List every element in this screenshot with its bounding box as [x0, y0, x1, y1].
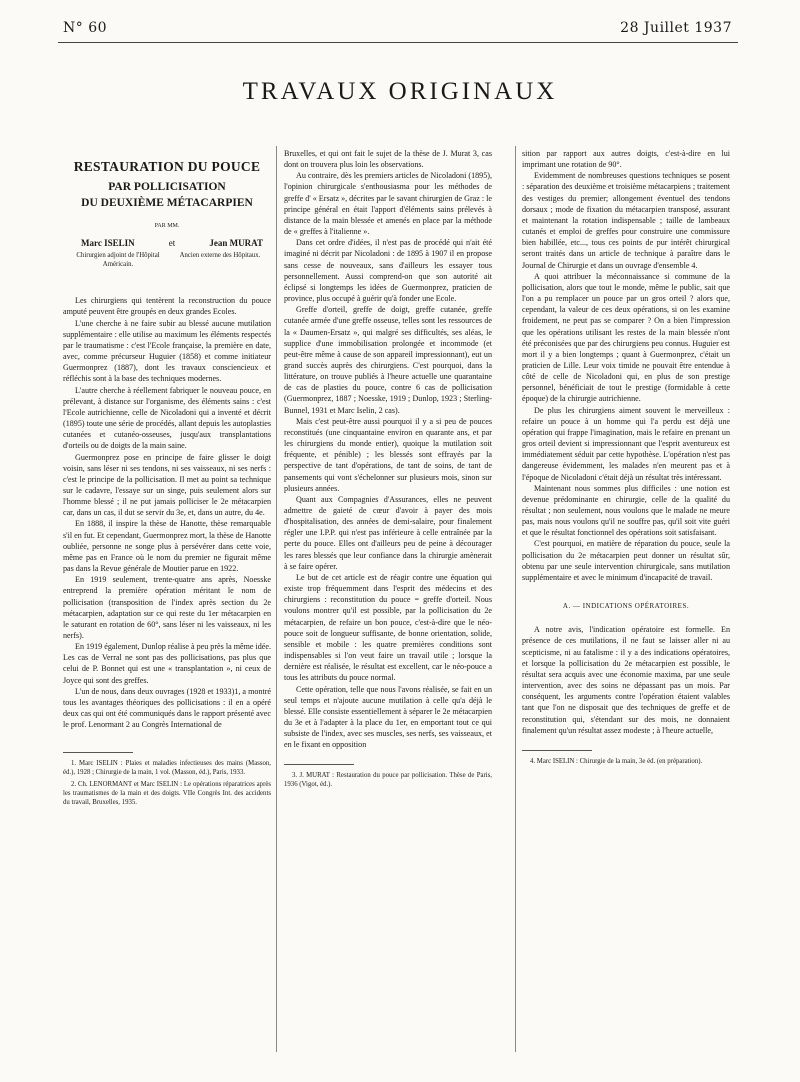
paragraph: Greffe d'orteil, greffe de doigt, greffe cutanée, greffe cutanée armée d'une greffe osseuse, telles sont les ressources de la « Daumen-Ersatz », qui malgré ses difficultés, ses aléas, le supplice d'une immobilisation prolongée et incommode (et peut-être même à cause de son appareil impressionnant), eut un grand succès auprès des chirurgiens. C'est pourquoi, dans la littérature, on trouve publiés à l'heure actuelle une quarantaine de cas de plasties du pouce, contre 6 cas de pollicisation (Guermonprez, 1887 ; Noesske, 1919 ; Dunlop, 1923 ; Sterling-Bunnel, 1931 et Marc Iselin, 2 cas).	[284, 305, 492, 415]
issue-date: 28 Juillet 1937	[620, 20, 732, 36]
footnote: 3. J. MURAT : Restauration du pouce par pollicisation. Thèse de Paris, 1936 (Vigot, éd.).	[284, 772, 492, 789]
footnote: 2. Ch. LENORMANT et Marc ISELIN : Le opérations réparatrices après les traumatismes de la main et des doigts. VIIe Congrès Int. des accidents du travail, Bruxelles, 1935.	[63, 781, 271, 807]
author-and: et	[168, 238, 176, 249]
affiliation-1: Chirurgien adjoint de l'Hôpital Américain.	[76, 252, 160, 269]
paragraph: De plus les chirurgiens aiment souvent le merveilleux : refaire un pouce à un homme qui l'a perdu est déjà une opération qui frappe l'imagination, mais le refaire en prenant un gros orteil devient si impressionnant que l'esprit aventureux est immédiatement séduit par cette hypothèse. L'opération n'est pas dangereuse évidemment, les malades n'en meurent pas et à l'époque de Nicoladoni c'était déjà un résultat très intéressant.	[522, 405, 730, 482]
paragraph: L'une cherche à ne faire subir au blessé aucune mutilation supplémentaire : elle utilise au maximum les éléments respectés par le traumatisme : c'est l'Ecole française, la première en date, avec, comme précurseur Huguier (1858) et comme initiateur Guermonprez (1887), dont les travaux consciencieux et réfléchis sont à la base des techniques modernes.	[63, 318, 271, 384]
paragraph: Cette opération, telle que nous l'avons réalisée, se fait en un seul temps et n'ajoute aucune mutilation à celle qu'a déjà le blessé. Elle consiste essentiellement à séparer le 2e métacarpien du 3e et à l'adapter à la place du 1er, en emportant tout ce qui subsiste de l'index, avec ses muscles, ses nerfs, ses vaisseaux, et en le fixant en opposition	[284, 684, 492, 750]
footnote-rule	[522, 750, 592, 751]
paragraph: En 1888, il inspire la thèse de Hanotte, thèse remarquable s'il en fut. Et cependant, Guermonprez mort, la thèse de Hanotte oubliée, personne ne songe plus à persévérer dans cette voie, même pas en France où le nom du premier ne figurait même pas dans la Revue générale de Moutier parue en 1922.	[63, 519, 271, 574]
affiliation-2: Ancien externe des Hôpitaux.	[179, 252, 261, 260]
authors	[63, 238, 271, 249]
footnote-rule	[63, 752, 133, 753]
column-1	[63, 158, 271, 810]
paragraph: Le but de cet article est de réagir contre une équation qui existe trop fréquemment dans l'esprit des médecins et des chirurgiens : reconstitution du pouce = greffe d'orteil. Nous voulons montrer qu'il est possible, par la pollicisation du 2e métacarpien, de refaire un bon pouce, c'est-à-dire que le néo-pouce soit de longueur suffisante, de bonne orientation, solide, sensible et mobile : les quatre premières conditions sont indispensables si l'on veut faire un travail utile ; lorsque la dernière est réalisée, le résultat est excellent, car le néo-pouce a tous les attributs du pouce normal.	[284, 572, 492, 683]
paragraph: Les chirurgiens qui tentèrent la reconstruction du pouce amputé peuvent être groupés en deux grandes Ecoles.	[63, 296, 271, 317]
paragraph: En 1919 seulement, trente-quatre ans après, Noesske entreprend la première opération méritant le nom de pollicisation (transposition de l'index après section du 2e métacarpien, adaptation sur ce qui reste du 1er métacarpien en le saturant en rotation de 60°, sans léser ni les vaisseaux, ni les nerfs).	[63, 575, 271, 640]
footnote: 1. Marc ISELIN : Plaies et maladies infectieuses des mains (Masson, éd.), 1928 ; Chirurgie de la main, 1 vol. (Masson, éd.), Paris, 1933.	[63, 760, 271, 777]
column-divider	[276, 146, 277, 1052]
paragraph: Evidemment de nombreuses questions techniques se posent : séparation des deuxième et troisième métacarpiens ; traitement des vestiges du premier; allongement éventuel des tendons dorsaux ; mode de fixation du métacarpien transposé, assurant et maintenant la rotation indispensable ; taille de lambeaux cutanés et emploi de greffes pour construire une commissure bien habillée, etc..., tous ces points de pur intérêt chirurgical seront traités dans un article de technique à paraître dans le Journal de Chirurgie et dans un ouvrage d'ensemble 4.	[522, 171, 730, 270]
issue-number: N° 60	[63, 20, 108, 36]
par-mm: PAR MM.	[154, 223, 180, 229]
paragraph: Guermonprez pose en principe de faire glisser le doigt voisin, sans léser ni ses tendons, ni ses vaisseaux, ni ses nerfs : c'est le principe de la pollicisation. Il met au point sa technique sur le cadavre, l'essaye sur un singe, puis seulement alors sur l'homme blessé ; il ne put jamais polliciser le 2e métacarpien car, dans un cas, il dut se servir du 3e, et, dans un autre, du 4e.	[63, 452, 271, 518]
paragraph: Au contraire, dès les premiers articles de Nicoladoni (1895), l'opinion chirurgicale s'enthousiasma pour les méthodes de greffe d' « Ersatz », décrites par le savant chirurgien de Graz : le principe général en était l'apport d'éléments sains prélevés à distance de la main blessée et amenés en place par la méthode de « greffes à l'italienne ».	[284, 171, 492, 237]
article-title: RESTAURATION DU POUCE	[73, 159, 261, 174]
author-2: Jean MURAT	[209, 238, 263, 249]
paragraph: sition par rapport aux autres doigts, c'est-à-dire en lui imprimant une rotation de 90°.	[522, 149, 730, 170]
footnote-rule	[284, 764, 354, 765]
section-title: TRAVAUX ORIGINAUX	[242, 78, 558, 105]
article-subtitle-1: PAR POLLICISATION	[108, 181, 226, 193]
author-1: Marc ISELIN	[81, 238, 135, 249]
column-divider	[515, 146, 516, 1052]
column-3	[522, 148, 730, 769]
paragraph: En 1919 également, Dunlop réalise à peu près la même idée. Les cas de Verral ne sont pas des pollicisations, pas plus que celui de P. Bonnet qui est une « transplantation », ni ceux de Joyce qui sont des greffes.	[63, 642, 271, 685]
subheading: A. — INDICATIONS OPÉRATOIRES.	[562, 602, 690, 611]
paragraph: Maintenant nous sommes plus difficiles : une notion est devenue prédominante en chirurgie, celle de la qualité du résultat ; non seulement, nous voulons que le malade ne meure pas, mais nous voulons qu'il ne souffre pas, qu'il soit vite guéri et que le résultat fonctionnel des opérations soit satisfaisant.	[522, 483, 730, 538]
affiliations	[63, 251, 271, 269]
paragraph: Quant aux Compagnies d'Assurances, elles ne peuvent admettre de gaieté de cœur d'avoir à payer des mois d'hospitalisation, des années de demi-salaire, pour finalement régler une I.P.P. qui n'est pas inférieure à celle entraînée par la perte du pouce. Elles ont d'ailleurs peu de peine à décourager les rares blessés que leur confiance dans la chirurgie amènerait à se faire opérer.	[284, 494, 492, 571]
paragraph: Mais c'est peut-être aussi pourquoi il y a si peu de pouces reconstitués (une cinquantaine environ en quarante ans, et par les chirurgiens du monde entier), quoique la mutilation soit fréquente, et pénible) ; les blessés sont effrayés par la perspective de tant d'opérations, de tant de soins, de tant de pansements qui vont s'échelonner sur plusieurs mois, sinon sur plusieurs années.	[284, 416, 492, 493]
column-2	[284, 148, 492, 792]
paragraph: Bruxelles, et qui ont fait le sujet de la thèse de J. Murat 3, cas dont on trouvera plus loin les observations.	[284, 149, 492, 170]
header-rule	[58, 42, 738, 43]
paragraph: L'un de nous, dans deux ouvrages (1928 et 1933)1, a montré tous les avantages théoriques des pollicisations : il en a opéré deux cas qui ont été communiqués dans le rapport présenté avec le prof. Lenormant 2 au Congrès International de	[63, 686, 271, 730]
paragraph: C'est pourquoi, en matière de réparation du pouce, seule la pollicisation du 2e métacarpien peut donner un résultat sûr, obtenu par une seule intervention chirurgicale, sans mutilation supplémentaire et avec le minimum d'incapacité de travail.	[522, 539, 730, 582]
footnote: 4. Marc ISELIN : Chirurgie de la main, 3e éd. (en préparation).	[530, 757, 703, 765]
paragraph: A notre avis, l'indication opératoire est formelle. En présence de ces mutilations, il ne faut se laisser aller ni au scepticisme, ni au fatalisme : il y a des indications opératoires, et lorsque la pollicisation du 2e métacarpien est possible, le résultat sera acquis avec une économie maxima, par une seule intervention, avec des soins ne dépassant pas un mois. Par conséquent, les arguments contre l'opération étaient valables tant que l'on ne disposait que des techniques de greffe et de reconstitution qui, s'étendant sur des mois, ne donnaient finalement qu'un résultat assez modeste ; à l'heure actuelle,	[522, 625, 730, 735]
article-subtitle-2: DU DEUXIÈME MÉTACARPIEN	[81, 197, 253, 209]
paragraph: Dans cet ordre d'idées, il n'est pas de procédé qui n'ait été imaginé ni décrit par Nicoladoni : de 1895 à 1907 il en propose sans cesse de nouveaux, sans d'ailleurs les essayer tous personnellement. Aussi comprend-on que son autorité ait éclipsé si longtemps les idées de Guermonprez, praticien de province, plus occupé à guérir qu'à fonder une Ecole.	[284, 238, 492, 304]
paragraph: L'autre cherche à réellement fabriquer le nouveau pouce, en prélevant, à distance sur l'organisme, des éléments sains : c'est l'Ecole autrichienne, celle de Nicoladoni qui a inventé et décrit (1895) toute une série de procédés, allant depuis les autoplasties cutanées et cutanéo-osseuses, jusqu'aux transplantations d'orteils ou de doigts de la main saine.	[63, 385, 271, 451]
paragraph: A quoi attribuer la méconnaissance si commune de la pollicisation, alors que tout le monde, même le public, sait que l'on a pu remplacer un pouce par un gros orteil ? alors que, cependant, la valeur de ces deux opérations, si on les examine froidement, ne peut pas se comparer ? On a bien l'impression que les opérations utilisant les restes de la main blessée n'ont été préconisées que par des chirurgiens peu connus. Huguier est mort il y a bien longtemps ; quant à Guermonprez, c'était un praticien de Lille. Leur voix timide ne pouvait être entendue à côté de celle de Nicoladoni qui, en plus de son prestige personnel, bénéficiait de tout le prestige (formidable à cette époque) de la chirurgie autrichienne.	[522, 271, 730, 404]
